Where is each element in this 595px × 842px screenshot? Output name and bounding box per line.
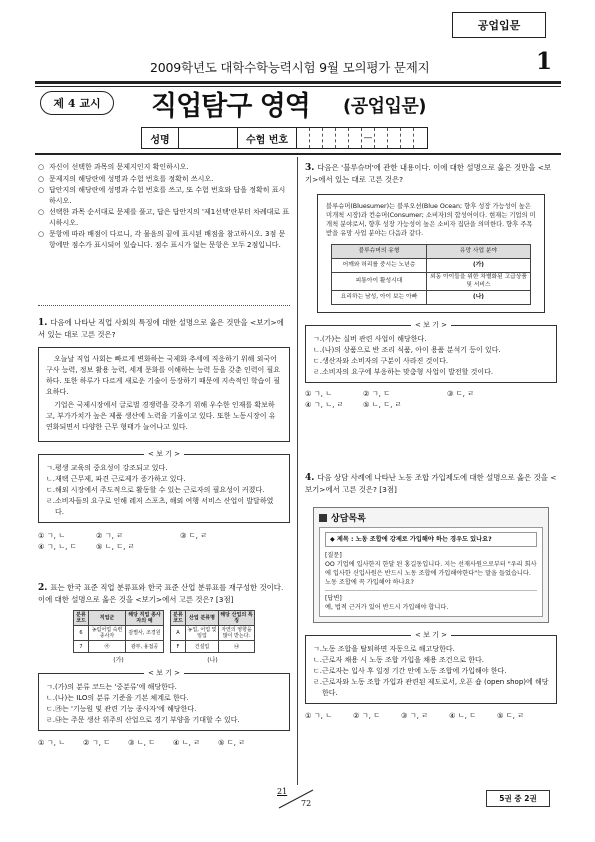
exam-number-digit[interactable] (323, 128, 336, 148)
question-2-bogi (38, 669, 290, 731)
table-cell: 감별사, 조경원 (126, 626, 164, 641)
table-cell: 어깨와 허리를 중시는 노년층 (332, 259, 427, 273)
table-cell: 외동 아이들을 위한 차별화된 고급상품 및 서비스 (427, 273, 531, 291)
choice-1[interactable]: ① ㄱ, ㄴ (305, 389, 333, 399)
bogi-item: ㄱ. 평생 교육의 중요성이 강조되고 있다. (46, 464, 168, 473)
question-2 (38, 582, 290, 748)
window-title: 상담목록 (331, 514, 366, 525)
bogi-item: ㄱ. (가)의 분류 코드는 '중분류'에 해당한다. (46, 683, 177, 692)
divider (325, 590, 537, 591)
bogi-title: < 보 기 > (144, 669, 184, 677)
bogi-title: < 보 기 > (411, 321, 451, 329)
column-divider (297, 157, 298, 785)
exam-number-digit[interactable] (349, 128, 362, 148)
table-header: 분류 코드 (171, 611, 186, 626)
table-header: 유망 사업 분야 (427, 245, 531, 259)
answer-text: 예, 법적 근거가 있어 반드시 가입해야 합니다. (325, 604, 449, 612)
table-header: 분류 코드 (74, 611, 89, 626)
section-title: 직업탐구 영역 (151, 91, 310, 122)
choice-5[interactable]: ⑤ ㄴ, ㄷ, ㄹ (363, 400, 402, 410)
window-header (314, 508, 548, 527)
instructions-separator (38, 305, 290, 306)
choice-2[interactable]: ② ㄱ, ㄹ (96, 531, 124, 541)
table-cell: (나) (427, 291, 531, 305)
table-cell: ㉮ (89, 641, 126, 653)
volume-badge: 5권 중 2권 (486, 790, 550, 807)
scroll-text: 블루슈머(Bluesumer)는 블루오션(Blue Ocean; 향후 성장 가능성이 높은 미개척 시장)과 컨슈머(Consumer; 소비자)의 합성어이다. 현재는 기업의 미개척 분야로서, 향후 성장 가능성이 높은 소비자 집단을 의미한다. 향후 주목받을 유망 사업 분야는 다음과 같다. (326, 203, 536, 238)
bogi-item: ㄴ. 근로자 채용 시 노동 조합 가입을 채용 조건으로 한다. (313, 656, 485, 665)
passage-paragraph: 오늘날 직업 사회는 빠르게 변화하는 국제화 추세에 직응하기 위해 외국어 구사 능력, 정보 활용 능력, 세계 문화를 이해하는 능력 등을 갖춘 인력이 필요하다. 또한 하루가 다르게 새로운 기술이 등장하기 때문에 지속적인 학습이 필요하다. (46, 355, 281, 397)
table-cell: 건설업 (186, 641, 219, 653)
exam-number-digit[interactable] (310, 128, 323, 148)
classification-table-a (73, 610, 164, 653)
question-4 (305, 472, 557, 721)
page-number: 1 (536, 48, 553, 75)
exam-number-digit[interactable] (297, 128, 310, 148)
exam-title: 2009학년도 대학수학능력시험 9월 모의평가 문제지 (150, 60, 430, 75)
choice-1[interactable]: ① ㄱ, ㄴ (38, 531, 66, 541)
question-1 (38, 317, 290, 552)
table-cell: 광부, 용접공 (126, 641, 164, 653)
choice-3[interactable]: ③ ㄱ, ㄹ (401, 711, 429, 721)
page-total: 72 (301, 799, 312, 808)
bogi-item: ㄴ. 재택 근무제, 파견 근로제가 증가하고 있다. (46, 475, 186, 484)
choice-4[interactable]: ④ ㄴ, ㄹ (173, 738, 201, 748)
choice-4[interactable]: ④ ㄴ, ㄷ (449, 711, 477, 721)
instruction-item: ○ 답안지의 해당란에 성명과 수험 번호를 쓰고, 또 수험 번호와 답을 정확히 표시하시오. (38, 186, 286, 205)
instruction-item: ○ 선택한 과목 순서대로 문제를 풀고, 답은 답안지의 '제1선택'란부터 차례대로 표시하시오. (38, 208, 290, 227)
bogi-item: ㄷ. 생산자와 소비자의 구분이 사라진 것이다. (313, 357, 449, 366)
choice-5[interactable]: ⑤ ㄷ, ㄹ (497, 711, 525, 721)
bogi-item: ㄷ. 근로자는 입사 후 일정 기간 안에 노동 조합에 가입해야 한다. (313, 667, 507, 676)
question-4-stem: 4. 다음 상담 사례에 나타난 노동 조합 가입제도에 대한 설명으로 옳은 것을 <보기>에서 고른 것은? [3점] (305, 473, 557, 495)
choice-1[interactable]: ① ㄱ, ㄴ (38, 738, 66, 748)
consultation-window (313, 507, 549, 623)
table-header: 해당 직업 종사자의 예 (126, 611, 164, 626)
exam-number-digit[interactable] (414, 128, 427, 148)
bogi-item: ㄹ. 소비자들의 요구로 인해 레저 스포츠, 해외 여행 서비스 산업이 발달하였다. (46, 497, 274, 517)
bogi-item: ㄷ. ㉮는 '기능원 및 관련 기능 종사자'에 해당한다. (46, 705, 197, 714)
table-caption: (나) (207, 657, 218, 665)
page-current: 21 (277, 787, 288, 796)
exam-number-digit[interactable] (388, 128, 401, 148)
bogi-item: ㄹ. 소비자의 요구에 부응하는 맞춤형 사업이 발전할 것이다. (313, 368, 494, 377)
exam-number-digit[interactable] (401, 128, 414, 148)
table-cell: 피통아이 활성시대 (332, 273, 427, 291)
footer-page-number (271, 787, 321, 811)
choice-3[interactable]: ③ ㄴ, ㄷ (128, 738, 156, 748)
exam-number-label: 수험 번호 (238, 128, 297, 148)
question-4-bogi (305, 631, 557, 704)
bogi-item: ㄹ. ㉯는 주문 생산 위주의 산업으로 경기 부양을 기대할 수 있다. (46, 716, 240, 725)
window-body (319, 527, 543, 617)
exam-number-digit[interactable] (336, 128, 349, 148)
table-cell: 요리하는 남성, 아이 보는 아빠 (332, 291, 427, 305)
choice-3[interactable]: ③ ㄷ, ㄹ (447, 389, 475, 399)
choice-2[interactable]: ② ㄱ, ㄷ (363, 389, 391, 399)
section-subtitle: (공업입문) (343, 96, 427, 117)
table-header: 블루슈머의 유형 (332, 245, 427, 259)
bogi-item: ㄷ. 해외 시장에서 주도적으로 활동할 수 있는 근로자의 필요성이 커졌다. (46, 486, 265, 495)
table-cell: A (171, 626, 186, 641)
table-cell: 6 (74, 626, 89, 641)
table-cell: 7 (74, 641, 89, 653)
choice-1[interactable]: ① ㄱ, ㄴ (305, 711, 333, 721)
exam-number-dash: — (362, 128, 375, 148)
name-field[interactable] (179, 128, 238, 148)
table-header: 직업군 (89, 611, 126, 626)
table-cell: 농업, 어업 및 임업 (186, 626, 219, 641)
session-badge: 제 4 교시 (40, 91, 114, 115)
choice-3[interactable]: ③ ㄷ, ㄹ (180, 531, 208, 541)
question-1-stem: 1. 다음에 나타난 직업 사회의 특징에 대한 설명으로 옳은 것만을 <보기>에서 있는 대로 고른 것은? (38, 318, 284, 340)
table-cell: 자연의 영향을 많이 받는다. (219, 626, 255, 641)
table-cell: (가) (427, 259, 531, 273)
question-3-bogi (305, 321, 557, 383)
choice-2[interactable]: ② ㄱ, ㄷ (353, 711, 381, 721)
table-cell: 농림어업 숙련 종사자 (89, 626, 126, 641)
identity-row (141, 127, 428, 149)
bogi-title: < 보 기 > (411, 631, 451, 639)
question-3 (305, 162, 557, 410)
classification-table-b (170, 610, 255, 653)
consultation-subject: ◆ 제목 : 노동 조합에 강제로 가입해야 하는 경우도 있나요? (325, 532, 537, 547)
question-2-stem: 2. 표는 한국 표준 직업 분류표와 한국 표준 산업 분류표를 재구성한 것이다. 이에 대한 설명으로 옳은 것을 <보기>에서 고른 것은? [3점] (38, 583, 284, 605)
table-cell: ㉯ (219, 641, 255, 653)
instruction-item: ○ 자신이 선택한 과목의 문제지인지 확인하시오. (38, 163, 189, 171)
question-text: OO 기업에 입사한지 한달 된 홍길동입니다. 지는 선재사원으로부터 "우리 회사에 입사한 신입사원은 반드시 노동 조합에 가입해야한다"는 말을 들었습니다. 노동 조합에 꼭 가입해야 하나요? (325, 561, 537, 587)
exam-number-digit[interactable] (375, 128, 388, 148)
bogi-item: ㄴ. (나)는 ILO의 분류 기준을 기본 체계로 한다. (46, 694, 189, 703)
bogi-item: ㄱ. (가)는 실버 관련 사업이 해당한다. (313, 335, 427, 344)
bogi-item: ㄱ. 노동 조합을 탈퇴하면 자동으로 해고당한다. (313, 645, 455, 654)
choice-4[interactable]: ④ ㄱ, ㄴ, ㄷ (38, 542, 77, 552)
table-header: 산업 분류명 (186, 611, 219, 626)
instructions-list (38, 162, 290, 251)
table-caption: (가) (113, 657, 124, 665)
choice-5[interactable]: ⑤ ㄷ, ㄹ (218, 738, 246, 748)
choice-4[interactable]: ④ ㄱ, ㄴ, ㄹ (305, 400, 344, 410)
question-label: [질문] (325, 552, 342, 560)
answer-label: [답변] (325, 595, 342, 603)
bluesumer-scroll (317, 194, 545, 313)
identity-rule (35, 153, 561, 155)
instruction-item: ○ 문제지의 해당란에 성명과 수험 번호를 정확히 쓰시오. (38, 174, 214, 183)
bluesumer-table (331, 244, 531, 305)
bogi-item: ㄴ. (나)의 상품으로 반 조리 식품, 아이 용품 분석기 등이 있다. (313, 346, 501, 355)
choice-5[interactable]: ⑤ ㄴ, ㄷ, ㄹ (96, 542, 135, 552)
bogi-title: < 보 기 > (144, 450, 184, 458)
passage-paragraph: 기업은 국제시장에서 글로벌 경쟁력을 갖추기 위해 우수한 인재를 확보하고, 부가가치가 높은 제품 생산에 노력을 기울이고 있다. 또한 노동시장이 유연화되면서 다양한 근무 형태가 늘어나고 있다. (46, 401, 276, 432)
table-cell: F (171, 641, 186, 653)
table-header: 해당 산업의 특징 (220, 612, 253, 625)
instruction-item: ○ 문항에 따라 배점이 다르니, 각 물음의 끝에 표시된 배점을 참고하시오. 3점 문항에만 점수가 표시되어 있습니다. 점수 표시가 없는 문항은 모두 2점입니다. (38, 230, 286, 249)
question-3-stem: 3. 다음은 '블루슈머'에 관한 내용이다. 이에 대한 설명으로 옳은 것만을 <보기>에서 있는 대로 고른 것은? (305, 163, 552, 185)
list-icon (319, 514, 327, 522)
question-1-passage (38, 347, 290, 442)
choice-2[interactable]: ② ㄱ, ㄷ (83, 738, 111, 748)
question-1-bogi (38, 450, 290, 523)
bogi-item: ㄹ. 근로자와 노동 조합 가입과 관련된 제도로서, 오픈 숍 (open shop)에 해당한다. (313, 678, 549, 698)
name-label: 성명 (142, 128, 179, 148)
subject-box: 공업입문 (452, 12, 546, 38)
